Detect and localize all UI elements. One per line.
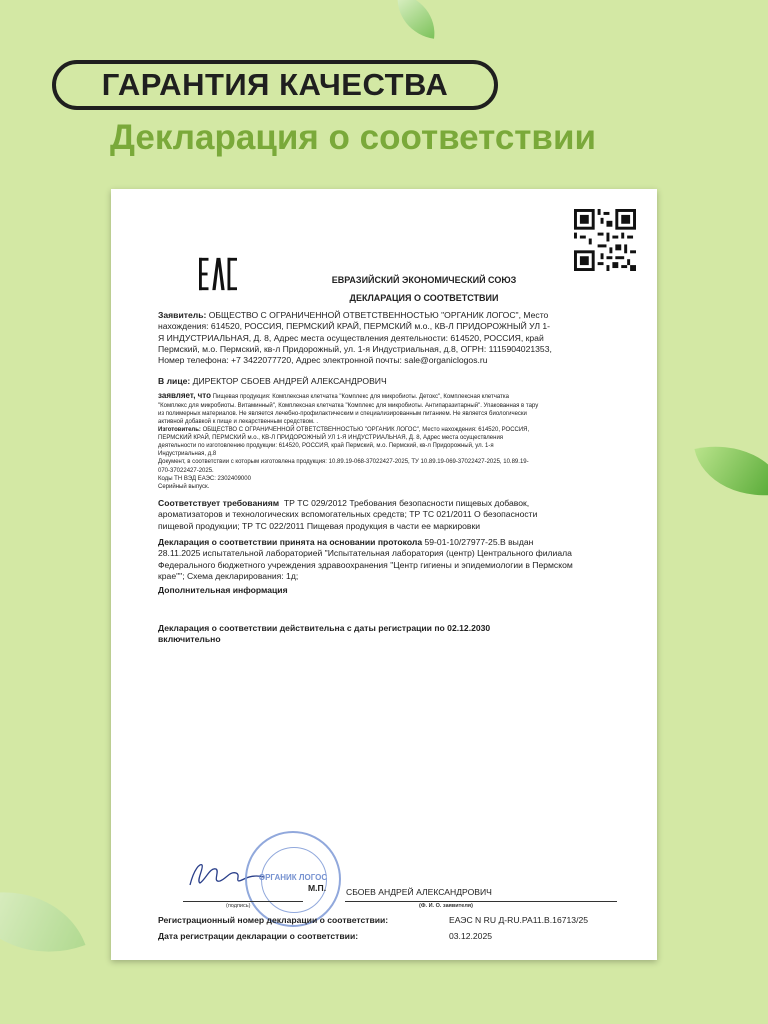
- eac-logo: [199, 257, 237, 291]
- qr-code: [574, 209, 636, 271]
- stamp-text: ОРГАНИК ЛОГОС: [258, 873, 328, 882]
- manufacturer-line: ОБЩЕСТВО С ОГРАНИЧЕННОЙ ОТВЕТСТВЕННОСТЬЮ "ОРГАНИК ЛОГОС", Место нахождения: 614520, РОССИЯ,: [202, 427, 530, 434]
- signature-caption: (подпись): [226, 903, 251, 909]
- applicant-label: Заявитель:: [158, 310, 207, 320]
- reg-date-label: Дата регистрации декларации о соответствии:: [158, 931, 359, 941]
- applicant-line: Пермский, м.о. Пермский, кв-л Придорожный, ул. 1-я Индустриальная, д.8, ОГРН: 1115904021353,: [158, 344, 552, 355]
- person-name: ДИРЕКТОР СБОЕВ АНДРЕЙ АЛЕКСАНДРОВИЧ: [192, 376, 387, 386]
- page-title: ГАРАНТИЯ КАЧЕСТВА: [101, 67, 449, 102]
- validity-line: Декларация о соответствии действительна с даты регистрации по 02.12.2030: [158, 623, 491, 633]
- person-block: [158, 376, 387, 387]
- declaration-document: [111, 189, 657, 960]
- reg-date: 03.12.2025: [449, 931, 493, 941]
- union-name: ЕВРАЗИЙСКИЙ ЭКОНОМИЧЕСКИЙ СОЮЗ: [331, 275, 517, 285]
- applicant-line: нахождения: 614520, РОССИЯ, ПЕРМСКИЙ КРАЙ, ПЕРМСКИЙ м.о., КВ-Л ПРИДОРОЖНЫЙ УЛ 1-: [158, 321, 550, 332]
- requirements-label: Соответствует требованиям: [158, 498, 280, 508]
- declares-label: заявляет, что: [158, 391, 211, 400]
- applicant-line: Я ИНДУСТРИАЛЬНАЯ, Д. 8, Адрес места осуществления деятельности: 614520, РОССИЯ, край: [158, 332, 544, 343]
- name-line: [345, 901, 617, 902]
- requirements-line: ароматизаторов и технологических вспомогательных средств; ТР ТС 021/2011 О безопасности: [158, 509, 538, 520]
- manufacturer-line: деятельности по изготовлению продукции: 614520, РОССИЯ, край Пермский, м.о. Пермский, кв-л Придорожный, ул. 1-я: [158, 443, 494, 450]
- validity-line: включительно: [158, 634, 221, 645]
- manufacturer-line: Индустриальная, д.8: [158, 451, 217, 458]
- reg-number: ЕАЭС N RU Д-RU.PA11.B.16713/25: [449, 915, 589, 925]
- leaf-decoration: [392, 0, 439, 39]
- requirements-line: ТР ТС 029/2012 Требования безопасности пищевых добавок,: [283, 498, 530, 508]
- declares-line: Пищевая продукция: Комплексная клетчатка "Комплекс для микробиоты. Детокс", Комплексная клетчатка: [212, 394, 509, 400]
- document-line: Серийный выпуск.: [158, 483, 210, 490]
- seal-mark: М.П.: [308, 883, 327, 893]
- requirements-block: [158, 498, 628, 532]
- document-line: Коды ТН ВЭД ЕАЭС: 2302409000: [158, 475, 251, 482]
- signer-name: СБОЕВ АНДРЕЙ АЛЕКСАНДРОВИЧ: [346, 887, 492, 897]
- leaf-decoration: [0, 866, 85, 978]
- validity-block: [158, 623, 490, 646]
- applicant-line: Номер телефона: +7 3422077720, Адрес электронной почты: sale@organiclogos.ru: [158, 355, 488, 366]
- basis-line: 59-01-10/27977-25.В выдан: [424, 537, 534, 547]
- declares-line: "Комплекс для микробиоты. Витаминный", Комплексная клетчатка "Комплекс для микробиоты. Антипаразитарный". Упакованная в тару: [158, 402, 539, 409]
- manufacturer-label: Изготовитель:: [158, 427, 201, 434]
- basis-block: [158, 537, 633, 582]
- declaration-title: ДЕКЛАРАЦИЯ О СООТВЕТСТВИИ: [349, 293, 499, 303]
- declares-block: [158, 391, 638, 491]
- applicant-line: ОБЩЕСТВО С ОГРАНИЧЕННОЙ ОТВЕТСТВЕННОСТЬЮ "ОРГАНИК ЛОГОС", Место: [208, 310, 549, 320]
- person-label: В лице:: [158, 376, 191, 386]
- additional-info-label: Дополнительная информация: [158, 585, 288, 595]
- basis-line: крае""; Схема декларирования: 1д;: [158, 571, 299, 582]
- company-stamp: [245, 831, 341, 927]
- document-line: Документ, в соответствии с которым изготовлена продукция: 10.89.19-068-37022427-2025, ТУ 10.89.19-069-37022427-2025, 10.89.19-: [158, 459, 529, 466]
- signature-line: [183, 901, 303, 902]
- requirements-line: пищевой продукции; ТР ТС 022/2011 Пищевая продукция в части ее маркировки: [158, 520, 481, 531]
- document-line: 070-37022427-2025.: [158, 467, 214, 474]
- applicant-block: [158, 310, 633, 367]
- page-subtitle: Декларация о соответствии: [110, 118, 596, 157]
- quality-guarantee-badge: [52, 60, 498, 110]
- manufacturer-line: ПЕРМСКИЙ КРАЙ, ПЕРМСКИЙ м.о., КВ-Л ПРИДОРОЖНЫЙ УЛ 1-Я ИНДУСТРИАЛЬНАЯ, Д. 8, Адрес места осуществления: [158, 435, 504, 442]
- name-caption: (Ф. И. О. заявителя): [419, 903, 473, 909]
- basis-line: Федерального бюджетного учреждения здравоохранения "Центр гигиены и эпидемиологии в Пермском: [158, 559, 573, 570]
- declares-line: из полимерных материалов. Не является лечебно-профилактическим и специализированным питанием. Не является биологически: [158, 410, 527, 417]
- leaf-decoration: [694, 432, 768, 509]
- basis-line: 28.11.2025 испытательной лабораторией "Испытательная лаборатория (центр) Центрального филиала: [158, 548, 572, 559]
- basis-label: Декларация о соответствии принята на основании протокола: [158, 537, 423, 547]
- reg-number-label: Регистрационный номер декларации о соответствии:: [158, 915, 389, 925]
- declares-line: активной добавкой к пище и лекарственным средством. .: [158, 418, 319, 425]
